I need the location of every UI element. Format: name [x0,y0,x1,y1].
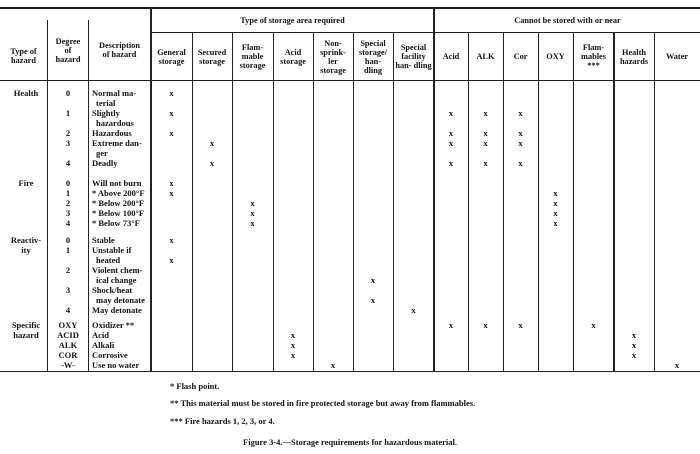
hazard-description: Use no water [92,360,140,370]
mark-cor: x [518,138,523,148]
column-rule [503,33,504,371]
column-header-oxy: OXY [546,52,565,61]
column-header-special_facility: Special facility han- dling [395,43,432,70]
mark-alk: x [483,320,488,330]
mark-flammable: x [250,198,255,208]
mark-general: x [169,178,174,188]
column-header-general: General storage [157,47,186,66]
hazard-degree: 1 [65,188,71,198]
footnote-1: * Flash point. [170,381,220,391]
column-rule [192,33,193,371]
mark-oxy: x [553,198,558,208]
hazard-type: Specific hazard [11,320,41,340]
mark-flammables: x [591,320,596,330]
hazard-description: Acid [92,330,109,340]
hazard-description: heated [96,255,121,265]
mark-flammable: x [250,208,255,218]
hazard-degree: 3 [65,208,71,218]
hazard-description: Violent chem- [92,265,143,275]
mark-general: x [169,255,174,265]
column-rule [393,33,394,371]
mark-general: x [169,235,174,245]
mark-flammable: x [250,218,255,228]
column-rule [232,33,233,371]
mark-acid_storage: x [290,350,296,360]
hazard-description: Oxidizer ** [92,320,135,330]
mark-secured: x [209,138,215,148]
mark-acid_storage: x [290,340,296,350]
mark-oxy: x [553,188,558,198]
hazard-type: Fire [18,178,34,188]
hazard-degree: -W- [61,360,75,370]
hazard-degree: ALK [58,340,78,350]
figure-caption: Figure 3-4.—Storage requirements for hazardous material. [243,437,457,447]
mark-acid_storage: x [290,330,296,340]
hazard-degree: 4 [65,218,71,228]
hazard-description: Normal ma- [92,88,137,98]
mark-acid: x [448,138,454,148]
column-rule [573,33,574,371]
mark-alk: x [483,108,488,118]
hazard-description: Will not burn [92,178,142,188]
hazard-degree: 1 [65,245,71,255]
column-rule [433,8,435,371]
mark-health: x [631,330,637,340]
hazard-degree: 2 [65,128,71,138]
hazard-description: * Below 200°F [92,198,145,208]
mark-acid: x [448,158,454,168]
column-header-secured: Secured storage [197,47,227,66]
column-header-nonsprinkler: Non- sprink- ler storage [320,38,346,75]
mark-special_storage: x [370,295,376,305]
mark-acid: x [448,108,454,118]
hazard-degree: 2 [65,198,71,208]
column-header-special_storage: Special storage/ han- dling [358,38,388,75]
mark-cor: x [518,320,523,330]
hazard-description: Stable [92,235,115,245]
column-rule [613,33,615,371]
column-rule [353,33,354,371]
header-degree-of-hazard: Degree of hazard [55,36,81,64]
column-rule [654,33,655,371]
column-rule [150,8,152,371]
hazard-degree: 0 [65,88,71,98]
mark-special_facility: x [411,305,416,315]
hazard-type: Health [13,88,39,98]
mark-acid: x [448,320,454,330]
bottom-rule [0,371,700,372]
footnote-3: *** Fire hazards 1, 2, 3, or 4. [170,416,275,426]
header-rule [0,80,700,81]
column-rule [313,33,314,371]
hazard-description: Corrosive [92,350,128,360]
column-header-cor: Cor [513,52,528,61]
hazard-degree: COR [58,350,78,360]
hazard-description: May detonate [92,305,142,315]
hazard-description: * Below 73°F [92,218,140,228]
column-rule [468,33,469,371]
hazard-degree: 0 [65,178,71,188]
hazard-degree: 3 [65,285,71,295]
hazard-type: Reactiv- ity [10,235,42,255]
mark-alk: x [483,138,488,148]
hazard-description: terial [96,98,116,108]
column-header-water: Water [665,52,689,61]
mark-special_storage: x [370,275,376,285]
mark-water: x [674,360,680,370]
header-storage-group: Type of storage area required [240,15,345,25]
hazard-description: hazardous [96,118,134,128]
hazard-degree: 1 [65,108,71,118]
hazard-degree: ACID [57,330,79,340]
mark-health: x [631,350,637,360]
mark-health: x [631,340,637,350]
hazard-description: Deadly [92,158,118,168]
column-rule [538,33,539,371]
hazard-degree: 4 [65,158,71,168]
hazard-degree: 0 [65,235,71,245]
mark-oxy: x [553,208,558,218]
hazard-description: Slightly [92,108,120,118]
header-description: Description of hazard [98,41,141,59]
header-type-of-hazard: Type of hazard [10,47,37,65]
mark-general: x [169,188,174,198]
hazard-description: * Above 200°F [92,188,145,198]
mark-secured: x [209,158,215,168]
hazard-description: * Below 100°F [92,208,145,218]
mark-general: x [169,108,174,118]
column-header-acid_storage: Acid storage [280,47,306,66]
hazard-degree: 2 [65,265,71,275]
hazard-description: Unstable if [92,245,132,255]
mark-alk: x [483,128,488,138]
mark-cor: x [518,108,523,118]
hazard-description: ical change [96,275,137,285]
hazard-description: may detonate [96,295,145,305]
header-cannot-group: Cannot be stored with or near [514,15,621,25]
mark-nonsprinkler: x [330,360,336,370]
mark-oxy: x [553,218,558,228]
hazard-degree: 4 [65,305,71,315]
column-header-acid: Acid [442,52,460,61]
hazard-description: ger [96,148,108,158]
hazard-description: Alkali [92,340,115,350]
column-header-flammable: Flam- mable storage [239,43,266,70]
hazard-description: Hazardous [92,128,132,138]
mark-alk: x [483,158,488,168]
column-header-alk: ALK [476,52,495,61]
mark-acid: x [448,128,454,138]
column-header-health: Health hazards [619,47,649,66]
column-rule [273,33,274,371]
footnote-2: ** This material must be stored in fire protected storage but away from flammables. [170,398,476,408]
mark-cor: x [518,128,523,138]
mark-general: x [169,128,174,138]
hazard-degree: 3 [65,138,71,148]
mark-cor: x [518,158,523,168]
hazard-description: Shock/heat [92,285,133,295]
mark-general: x [169,88,174,98]
hazard-degree: OXY [58,320,78,330]
hazard-description: Extreme dan- [92,138,142,148]
column-header-flammables: Flam- mables *** [581,43,606,70]
